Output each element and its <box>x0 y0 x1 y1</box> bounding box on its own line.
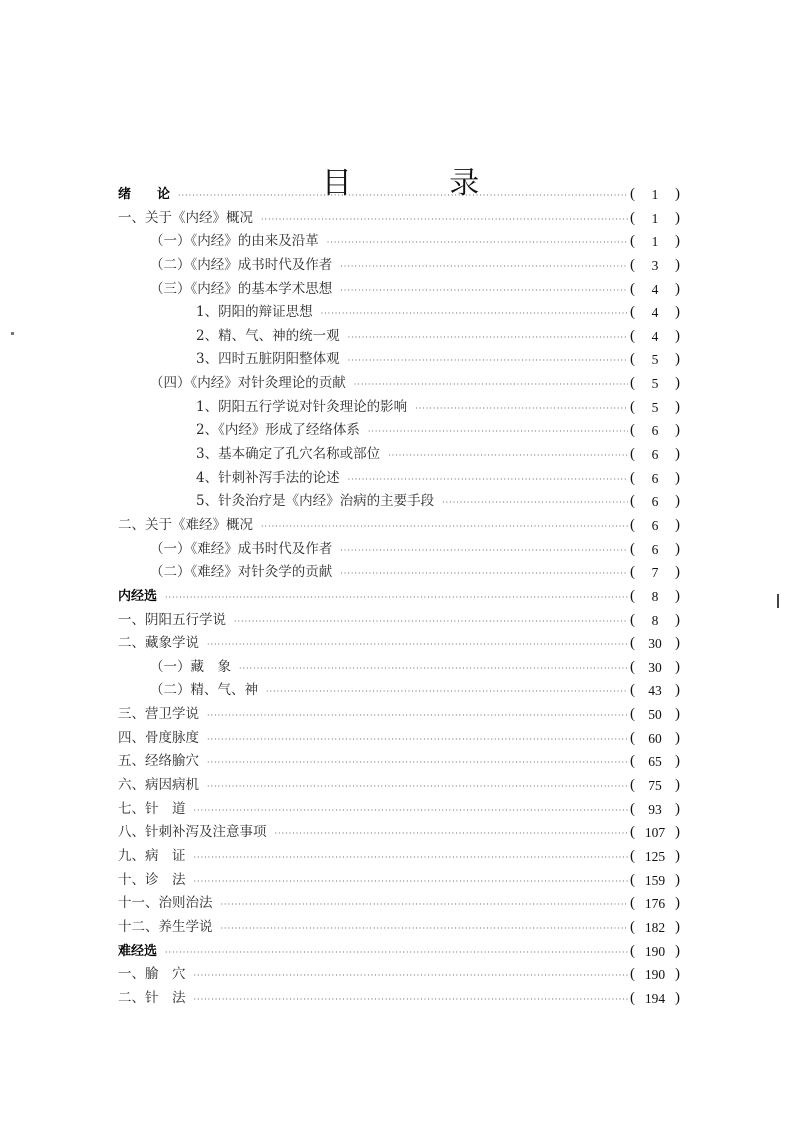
close-paren: ) <box>675 398 680 415</box>
toc-entry <box>118 278 680 302</box>
page-number: 50 <box>648 707 662 723</box>
dot-leader <box>194 799 629 823</box>
toc-entry-label: 三、营卫学说 <box>118 706 199 723</box>
dot-leader <box>207 751 628 775</box>
page-number: 65 <box>648 754 662 770</box>
toc-entry <box>118 727 680 751</box>
toc-page-ref <box>630 443 680 467</box>
toc-page-ref <box>630 750 680 774</box>
page-number: 190 <box>644 943 666 959</box>
close-paren: ) <box>675 942 680 959</box>
dot-leader <box>340 255 628 279</box>
open-paren: ( <box>630 777 635 794</box>
page-number: 3 <box>651 257 659 273</box>
page-number: 6 <box>651 494 659 510</box>
toc-entry-label: （二）精、气、神 <box>150 682 258 699</box>
scan-mark <box>777 594 779 608</box>
open-paren: ( <box>630 564 635 581</box>
toc-entry <box>118 325 680 349</box>
toc-entry <box>118 207 680 231</box>
dot-leader <box>234 610 628 634</box>
page-number: 194 <box>644 990 666 1006</box>
page-number: 5 <box>651 376 659 392</box>
page-number: 6 <box>651 447 659 463</box>
page-number: 107 <box>644 825 666 841</box>
toc-entry <box>118 419 680 443</box>
close-paren: ) <box>675 493 680 510</box>
page-number: 75 <box>648 778 662 794</box>
toc-entry <box>118 869 680 893</box>
toc-entry-label: 二、针 法 <box>118 989 186 1006</box>
toc-entry-label: 一、关于《内经》概况 <box>118 209 253 226</box>
open-paren: ( <box>630 256 635 273</box>
toc-page-ref <box>630 703 680 727</box>
dot-leader <box>368 420 628 444</box>
page-number: 1 <box>651 210 659 226</box>
dot-leader <box>348 326 628 350</box>
toc-entry-label: 二、关于《难经》概况 <box>118 516 253 533</box>
toc-page-ref <box>630 656 680 680</box>
open-paren: ( <box>630 871 635 888</box>
toc-page-ref <box>630 774 680 798</box>
close-paren: ) <box>675 516 680 533</box>
toc-page-ref <box>630 325 680 349</box>
page-title: 目 录 <box>321 166 524 202</box>
close-paren: ) <box>675 304 680 321</box>
toc-page-ref <box>630 538 680 562</box>
toc-entry <box>118 443 680 467</box>
dot-leader <box>207 728 628 752</box>
toc-entry <box>118 254 680 278</box>
toc-page-ref <box>630 207 680 231</box>
toc-entry <box>118 561 680 585</box>
toc-page-ref <box>630 963 680 987</box>
toc-entry-label: 五、经络腧穴 <box>118 753 199 770</box>
toc-entry <box>118 703 680 727</box>
toc-entry-label: 2、《内经》形成了经络体系 <box>196 422 360 439</box>
toc-page-ref <box>630 679 680 703</box>
toc-page-ref <box>630 254 680 278</box>
close-paren: ) <box>675 753 680 770</box>
toc-page-ref <box>630 632 680 656</box>
open-paren: ( <box>630 398 635 415</box>
dot-leader <box>165 586 628 610</box>
page-number: 4 <box>651 281 659 297</box>
toc-section-heading <box>118 183 680 207</box>
toc-entry <box>118 892 680 916</box>
open-paren: ( <box>630 233 635 250</box>
open-paren: ( <box>630 516 635 533</box>
toc-entry <box>118 798 680 822</box>
toc-entry-label: （二）《内经》成书时代及作者 <box>150 256 333 273</box>
open-paren: ( <box>630 493 635 510</box>
dot-leader <box>354 373 628 397</box>
toc-entry <box>118 230 680 254</box>
close-paren: ) <box>675 540 680 557</box>
toc-page-ref <box>630 514 680 538</box>
toc-entry-label: 十、诊 法 <box>118 871 186 888</box>
page-number: 6 <box>651 517 659 533</box>
open-paren: ( <box>630 351 635 368</box>
dot-leader <box>340 539 628 563</box>
close-paren: ) <box>675 871 680 888</box>
toc-page-ref <box>630 892 680 916</box>
open-paren: ( <box>630 422 635 439</box>
page-number: 6 <box>651 470 659 486</box>
toc-page-ref <box>630 916 680 940</box>
toc-entry-label: （四）《内经》对针灸理论的贡献 <box>150 375 346 392</box>
open-paren: ( <box>630 942 635 959</box>
page-number: 6 <box>651 541 659 557</box>
toc-entry <box>118 490 680 514</box>
page-number: 8 <box>651 612 659 628</box>
toc-entry <box>118 963 680 987</box>
toc-page-ref <box>630 609 680 633</box>
dot-leader <box>340 279 628 303</box>
toc-entry-label: 3、四时五脏阴阳整体观 <box>196 351 340 368</box>
open-paren: ( <box>630 824 635 841</box>
toc-entry <box>118 372 680 396</box>
open-paren: ( <box>630 209 635 226</box>
toc-entry-label: 九、病 证 <box>118 847 186 864</box>
page-number: 176 <box>644 896 666 912</box>
dot-leader <box>261 515 628 539</box>
open-paren: ( <box>630 706 635 723</box>
toc-page-ref <box>630 821 680 845</box>
open-paren: ( <box>630 847 635 864</box>
close-paren: ) <box>675 564 680 581</box>
dot-leader <box>348 349 628 373</box>
open-paren: ( <box>630 918 635 935</box>
toc-entry-label: 十一、治则治法 <box>118 895 213 912</box>
toc-entry-label: 绪 论 <box>118 187 171 202</box>
open-paren: ( <box>630 186 635 202</box>
dot-leader <box>261 208 628 232</box>
toc-entry <box>118 916 680 940</box>
dot-leader <box>194 964 629 988</box>
toc-entry <box>118 396 680 420</box>
close-paren: ) <box>675 658 680 675</box>
close-paren: ) <box>675 327 680 344</box>
toc-entry <box>118 538 680 562</box>
dot-leader <box>415 397 628 421</box>
dot-leader <box>194 870 629 894</box>
toc-entry-label: 七、针 道 <box>118 800 186 817</box>
toc-entry <box>118 774 680 798</box>
page-number: 7 <box>651 565 659 581</box>
toc-page-ref <box>630 561 680 585</box>
toc-page-ref <box>630 987 680 1011</box>
toc-page-ref <box>630 490 680 514</box>
close-paren: ) <box>675 351 680 368</box>
close-paren: ) <box>675 706 680 723</box>
toc-entry <box>118 845 680 869</box>
toc-entry-label: 3、基本确定了孔穴名称或部位 <box>196 446 381 463</box>
dot-leader <box>207 775 628 799</box>
toc-entry-label: 十二、养生学说 <box>118 918 213 935</box>
toc-entry-label: （三）《内经》的基本学术思想 <box>150 280 333 297</box>
close-paren: ) <box>675 280 680 297</box>
dot-leader <box>221 893 629 917</box>
toc-page-ref <box>630 183 680 207</box>
toc-page-ref <box>630 372 680 396</box>
close-paren: ) <box>675 256 680 273</box>
close-paren: ) <box>675 233 680 250</box>
dot-leader <box>194 988 629 1012</box>
page-number: 190 <box>644 967 666 983</box>
open-paren: ( <box>630 989 635 1006</box>
page-number: 43 <box>648 683 662 699</box>
close-paren: ) <box>675 966 680 983</box>
open-paren: ( <box>630 729 635 746</box>
toc-entry-label: 一、腧 穴 <box>118 966 186 983</box>
toc-entry <box>118 301 680 325</box>
table-of-contents <box>118 183 680 1010</box>
toc-entry <box>118 656 680 680</box>
toc-entry <box>118 987 680 1011</box>
dot-leader <box>388 444 628 468</box>
toc-entry <box>118 632 680 656</box>
close-paren: ) <box>675 422 680 439</box>
toc-entry-label: 一、阴阳五行学说 <box>118 611 226 628</box>
toc-page-ref <box>630 585 680 609</box>
close-paren: ) <box>675 611 680 628</box>
dot-leader <box>321 302 628 326</box>
toc-entry <box>118 750 680 774</box>
toc-entry <box>118 679 680 703</box>
toc-page-ref <box>630 727 680 751</box>
close-paren: ) <box>675 186 680 202</box>
close-paren: ) <box>675 847 680 864</box>
page-number: 30 <box>648 659 662 675</box>
toc-entry-label: （一）《内经》的由来及沿革 <box>150 233 319 250</box>
open-paren: ( <box>630 469 635 486</box>
page-number: 1 <box>651 234 659 250</box>
toc-entry-label: （一）《难经》成书时代及作者 <box>150 540 333 557</box>
close-paren: ) <box>675 800 680 817</box>
toc-entry <box>118 348 680 372</box>
toc-section-heading <box>118 585 680 609</box>
open-paren: ( <box>630 966 635 983</box>
toc-entry-label: 四、骨度脉度 <box>118 729 199 746</box>
toc-entry-label: 1、阴阳的辩证思想 <box>196 304 313 321</box>
page-number: 1 <box>651 187 659 202</box>
close-paren: ) <box>675 375 680 392</box>
page-number: 60 <box>648 730 662 746</box>
open-paren: ( <box>630 280 635 297</box>
page-number: 4 <box>651 305 659 321</box>
dot-leader <box>207 633 628 657</box>
page-number: 182 <box>644 919 666 935</box>
page-number: 30 <box>648 636 662 652</box>
toc-entry-label: 2、精、气、神的统一观 <box>196 327 340 344</box>
open-paren: ( <box>630 753 635 770</box>
toc-page-ref <box>630 348 680 372</box>
dot-leader <box>165 941 628 965</box>
open-paren: ( <box>630 304 635 321</box>
toc-page-ref <box>630 301 680 325</box>
open-paren: ( <box>630 895 635 912</box>
open-paren: ( <box>630 446 635 463</box>
close-paren: ) <box>675 729 680 746</box>
toc-entry <box>118 514 680 538</box>
toc-entry-label: 1、阴阳五行学说对针灸理论的影响 <box>196 398 408 415</box>
dot-leader <box>221 917 629 941</box>
dot-leader <box>178 184 628 208</box>
toc-page-ref <box>630 467 680 491</box>
page-number: 125 <box>644 848 666 864</box>
close-paren: ) <box>675 446 680 463</box>
page-number: 8 <box>651 588 659 604</box>
dot-leader <box>239 657 628 681</box>
toc-entry-label: （一）藏 象 <box>150 658 231 675</box>
page-number: 6 <box>651 423 659 439</box>
open-paren: ( <box>630 658 635 675</box>
dot-leader <box>207 704 628 728</box>
open-paren: ( <box>630 540 635 557</box>
page-number: 5 <box>651 352 659 368</box>
toc-entry <box>118 821 680 845</box>
open-paren: ( <box>630 375 635 392</box>
close-paren: ) <box>675 209 680 226</box>
toc-page-ref <box>630 230 680 254</box>
close-paren: ) <box>675 635 680 652</box>
toc-page-ref <box>630 940 680 964</box>
dot-leader <box>442 491 628 515</box>
dot-leader <box>266 680 628 704</box>
toc-entry-label: （二）《难经》对针灸学的贡献 <box>150 564 333 581</box>
dot-leader <box>194 846 629 870</box>
page-number: 5 <box>651 399 659 415</box>
close-paren: ) <box>675 824 680 841</box>
dot-leader <box>275 822 629 846</box>
open-paren: ( <box>630 800 635 817</box>
close-paren: ) <box>675 469 680 486</box>
toc-page-ref <box>630 869 680 893</box>
open-paren: ( <box>630 587 635 604</box>
toc-page-ref <box>630 845 680 869</box>
open-paren: ( <box>630 611 635 628</box>
close-paren: ) <box>675 587 680 604</box>
scan-speck <box>11 332 14 335</box>
close-paren: ) <box>675 682 680 699</box>
close-paren: ) <box>675 989 680 1006</box>
page-number: 159 <box>644 872 666 888</box>
toc-entry-label: 八、针刺补泻及注意事项 <box>118 824 267 841</box>
toc-entry-label: 5、针灸治疗是《内经》治病的主要手段 <box>196 493 435 510</box>
page-number: 93 <box>648 801 662 817</box>
open-paren: ( <box>630 682 635 699</box>
toc-entry-label: 4、针刺补泻手法的论述 <box>196 469 340 486</box>
toc-section-heading <box>118 940 680 964</box>
toc-entry <box>118 609 680 633</box>
toc-page-ref <box>630 798 680 822</box>
dot-leader <box>327 231 628 255</box>
close-paren: ) <box>675 918 680 935</box>
toc-entry <box>118 467 680 491</box>
toc-page-ref <box>630 396 680 420</box>
dot-leader <box>348 468 628 492</box>
toc-entry-label: 内经选 <box>118 588 158 604</box>
toc-entry-label: 难经选 <box>118 943 158 959</box>
open-paren: ( <box>630 327 635 344</box>
close-paren: ) <box>675 895 680 912</box>
page-number: 4 <box>651 328 659 344</box>
close-paren: ) <box>675 777 680 794</box>
toc-page-ref <box>630 278 680 302</box>
toc-page-ref <box>630 419 680 443</box>
toc-entry-label: 二、藏象学说 <box>118 635 199 652</box>
toc-entry-label: 六、病因病机 <box>118 777 199 794</box>
dot-leader <box>340 562 628 586</box>
open-paren: ( <box>630 635 635 652</box>
